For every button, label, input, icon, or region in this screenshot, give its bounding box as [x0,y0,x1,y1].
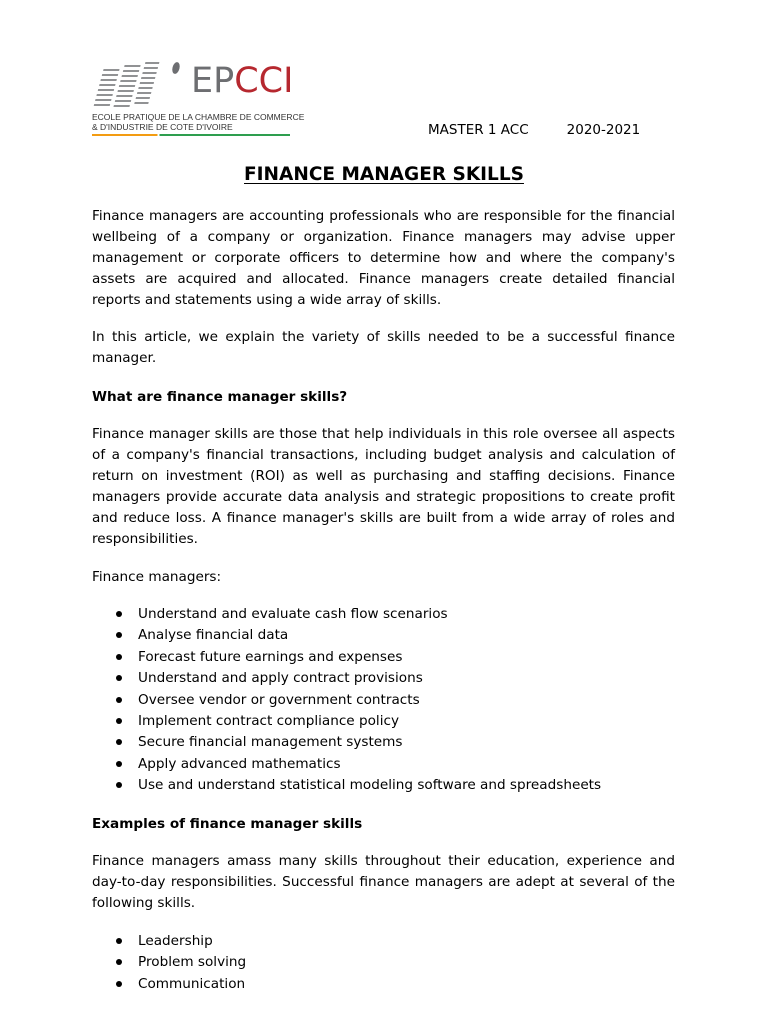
list-item-text: Implement contract compliance policy [138,713,400,730]
list-item [92,647,601,668]
logo-wordmark [191,60,293,102]
bullet-icon [116,611,122,617]
list-item-text: Apply advanced mathematics [138,755,341,772]
list-item-text: Leadership [138,933,213,949]
heading-examples: Examples of finance manager skills [92,816,363,832]
skills-definition-paragraph: Finance manager skills are those that help individuals in this role oversee all aspects of a company's financial transactions, including budget analysis and calculation of return on investment (ROI) as well as purchasing and staffing decisions. Finance managers provide accurate data analysis and strategic propositions to create profit and reduce loss. A finance manager's skills are built from a wide array of roles and responsibilities. [92,426,675,547]
bullet-icon [116,632,122,638]
academic-year: 2020-2021 [566,122,641,138]
logo-caption-line-1: ECOLE PRATIQUE DE LA CHAMBRE DE COMMERCE [92,112,305,122]
list-item-text: Understand and evaluate cash flow scenarios [138,606,448,622]
bullet-icon [116,981,122,987]
bullet-icon [116,697,122,703]
logo-color-bar [92,134,290,136]
program-label: MASTER 1 ACC [428,122,529,138]
list-item-text: Use and understand statistical modeling software and spreadsheets [138,777,602,794]
list-item-text: Forecast future earnings and expenses [138,648,403,665]
list-item [92,604,601,625]
list-item [92,775,601,796]
bullet-icon [116,718,122,724]
list-item [92,625,601,646]
list-item-text: Understand and apply contract provisions [138,670,423,687]
list-item [92,754,601,775]
list-item [92,732,601,753]
article-paragraph: In this article, we explain the variety of skills needed to be a successful finance manager. [92,329,675,366]
bullet-icon [116,761,122,767]
list-item [92,690,601,711]
list-item-text: Analyse financial data [138,627,289,644]
intro-paragraph: Finance managers are accounting professionals who are responsible for the financial wellbeing of a company or organization. Finance managers may advise upper management or corporate officers to determine how and where the company's assets are acquired and allocated. Finance managers create detailed financial reports and statements using a wide array of skills. [92,208,675,308]
bullet-icon [116,938,122,944]
heading-what-are: What are finance manager skills? [92,389,348,405]
epcci-logo [90,58,305,138]
logo-caption [92,112,304,132]
list-item-text: Problem solving [138,954,247,971]
bullet-icon [116,782,122,788]
document-title: FINANCE MANAGER SKILLS [244,164,524,185]
course-header [428,120,640,140]
list-item [92,974,246,995]
list-item [92,668,601,689]
logo-caption-line-2: & D'INDUSTRIE DE COTE D'IVOIRE [92,122,233,132]
examples-intro-paragraph: Finance managers amass many skills throughout their education, experience and day-to-day responsibilities. Successful finance managers are adept at several of the following skills. [92,853,675,911]
bullet-icon [116,654,122,660]
list-item-text: Communication [138,975,246,992]
bullet-icon [116,675,122,681]
list-item-text: Secure financial management systems [138,734,403,751]
list-item [92,931,246,952]
list-item [92,952,246,973]
finance-managers-label: Finance managers: [92,569,222,585]
epcci-logo-mark-icon [92,60,182,108]
logo-word-cci: CCI [234,61,294,101]
bullet-icon [116,739,122,745]
list-item-text: Oversee vendor or government contracts [138,691,420,708]
skills-list [92,931,246,995]
duties-list [92,604,601,797]
logo-word-ep: EP [191,61,235,101]
bullet-icon [116,959,122,965]
list-item [92,711,601,732]
